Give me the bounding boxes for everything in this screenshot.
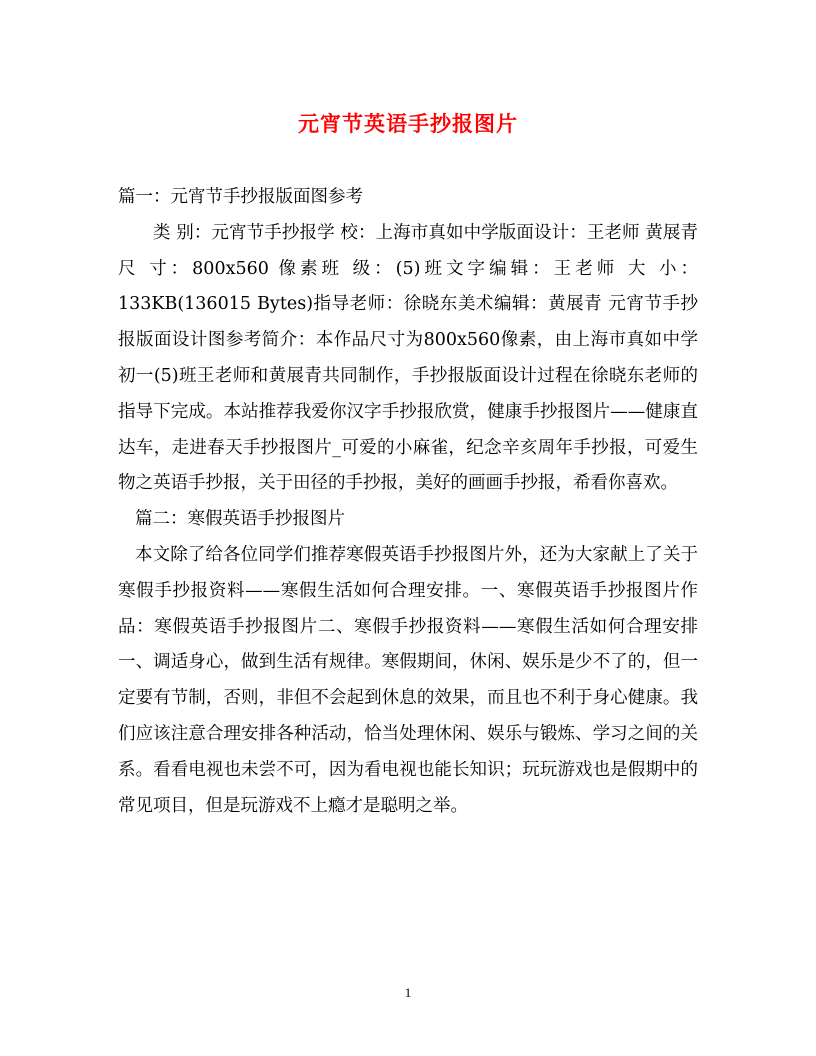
section2-heading: 篇二：寒假英语手抄报图片 [135,509,345,530]
section2-paragraph: 本文除了给各位同学们推荐寒假英语手抄报图片外，还为大家献上了关于寒假手抄报资料——寒假生活如何合理安排。一、寒假英语手抄报图片作品：寒假英语手抄报图片二、寒假手抄报资料——寒假生活如何合理安排一、调适身心，做到生活有规律。寒假期间，休闲、娱乐是少不了的，但一定要有节制，否则，非但不会起到休息的效果，而且也不利于身心健康。我们应该注意合理安排各种活动，恰当处理休闲、娱乐与锻炼、学习之间的关系。看看电视也未尝不可，因为看电视也能长知识；玩玩游戏也是假期中的常见项目，但是玩游戏不上瘾才是聪明之举。 [118,544,698,816]
section1-paragraph: 类 别：元宵节手抄报学 校：上海市真如中学版面设计：王老师 黄展青 尺 寸：800x560 像素班 级：(5)班文字编辑：王老师 大 小：133KB(136015 Bytes)指导老师：徐晓东美术编辑：黄展青 元宵节手抄报版面设计图参考简介：本作品尺寸为800x560像素，由上海市真如中学初一(5)班王老师和黄展青共同制作，手抄报版面设计过程在徐晓东老师的指导下完成。本站推荐我爱你汉字手抄报欣赏，健康手抄报图片——健康直达车，走进春天手抄报图片_可爱的小麻雀，纪念辛亥周年手抄报，可爱生物之英语手抄报，关于田径的手抄报，美好的画画手抄报，希看你喜欢。 [118,222,698,494]
page-number: 1 [404,985,412,1000]
section1-heading: 篇一：元宵节手抄报版面图参考 [118,187,363,207]
document-body [118,180,698,824]
document-title: 元宵节英语手抄报图片 [298,111,518,136]
